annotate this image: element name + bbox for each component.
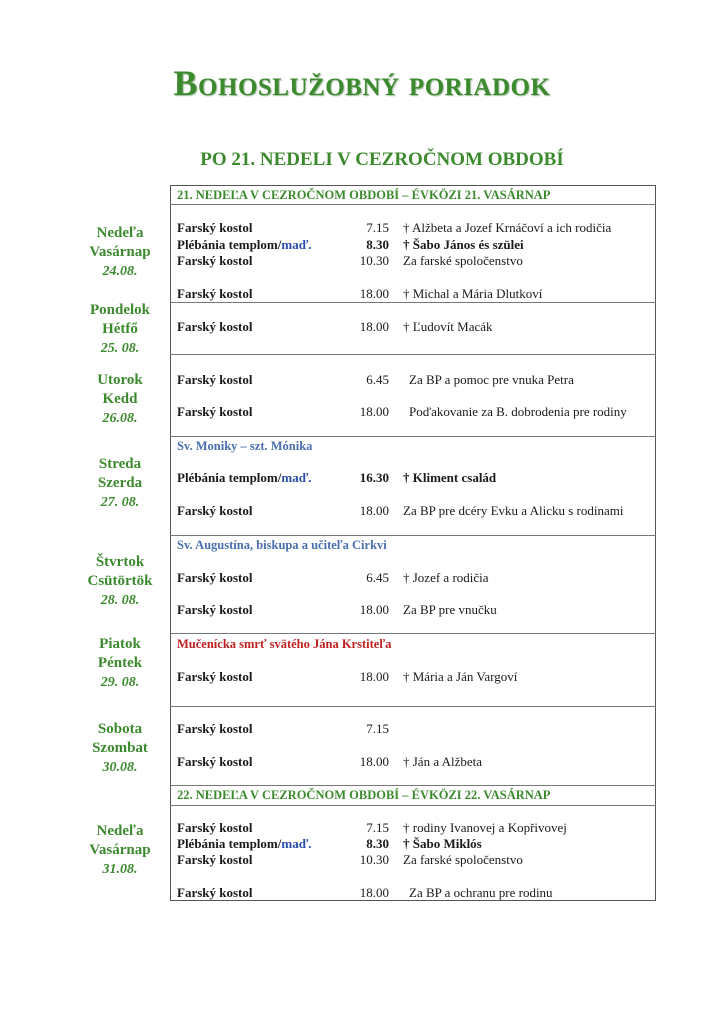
day-name-hu: Péntek [97,655,143,671]
divider [170,354,656,355]
mass-row [177,852,653,870]
time: 7.15 [366,220,389,235]
mass-row [177,885,653,903]
mass-row [177,602,653,620]
time: 8.30 [366,836,389,851]
intention: Za farské spoločenstvo [403,253,523,268]
mass-row [177,470,653,488]
time: 16.30 [359,470,389,485]
intention: † Šabo Miklós [403,836,482,851]
day-label [70,822,170,879]
time: 18.00 [359,602,389,617]
day-name: Nedeľa [96,823,144,839]
day-name: Streda [98,456,142,472]
day-name: Nedeľa [96,225,144,241]
day-date: 25. 08. [100,341,140,356]
place: Farský kostol [177,319,253,334]
place: Farský kostol [177,820,253,835]
section-header: Mučenícka smrť svätého Jána Krstiteľa [177,637,392,651]
intention: Za BP pre vnučku [403,602,497,617]
day-date: 27. 08. [100,495,140,510]
place-name: Plébánia templom/ [177,470,282,485]
intention: Za BP a ochranu pre rodinu [409,885,553,900]
day-label [70,720,170,777]
section-header: 22. NEDEĽA V CEZROČNOM OBDOBÍ – ÉVKÖZI 22. VASÁRNAP [177,788,551,802]
time: 18.00 [359,885,389,900]
day-label [70,224,170,281]
place: Farský kostol [177,885,253,900]
mass-row [177,721,653,739]
day-name-hu: Szerda [97,475,143,491]
place-name: Plébánia templom/ [177,836,282,851]
day-name-hu: Csütörtök [87,573,153,589]
mass-row [177,372,653,390]
place: Farský kostol [177,570,253,585]
mass-row [177,253,653,271]
day-name: Piatok [99,636,141,652]
day-label [70,553,170,610]
time: 18.00 [359,669,389,684]
divider [170,204,656,205]
day-label [70,301,170,358]
divider [170,706,656,707]
time: 7.15 [366,721,389,736]
place [177,470,311,486]
divider [170,633,656,634]
place: Farský kostol [177,754,253,769]
intention: † Kliment család [403,470,497,485]
day-date: 29. 08. [100,675,140,690]
divider [170,436,656,437]
intention: † Mária a Ján Vargoví [403,669,518,684]
intention: † Jozef a rodičia [403,570,489,585]
day-name-hu: Hétfő [102,321,138,337]
day-date: 24.08. [102,264,138,279]
page-subtitle: PO 21. NEDELI V CEZROČNOM OBDOBÍ [200,149,564,170]
section-header: Sv. Moniky – szt. Mónika [177,439,313,453]
place: Farský kostol [177,669,253,684]
place-lang: maď. [281,237,312,252]
place: Farský kostol [177,602,253,617]
divider [170,535,656,536]
time: 6.45 [366,570,389,585]
day-label [70,371,170,428]
day-name: Sobota [97,721,143,737]
divider [170,785,656,786]
mass-row [177,319,653,337]
intention: † Alžbeta a Jozef Krnáčoví a ich rodičia [403,220,612,235]
page-title: Bohoslužobný poriadok [173,63,551,103]
place [177,237,311,253]
time: 10.30 [359,852,389,867]
intention: Za BP pre dcéry Evku a Alicku s rodinami [403,503,624,518]
day-date: 28. 08. [100,593,140,608]
time: 18.00 [359,503,389,518]
intention: † Ján a Alžbeta [403,754,483,769]
day-label [70,635,170,692]
place-name: Plébánia templom/ [177,237,282,252]
intention: † rodiny Ivanovej a Kopřivovej [403,820,567,835]
intention: † Michal a Mária Dlutkoví [403,286,543,301]
day-name: Pondelok [89,302,150,318]
section-header: 21. NEDEĽA V CEZROČNOM OBDOBÍ – ÉVKÖZI 21. VASÁRNAP [177,188,551,202]
intention: Za BP a pomoc pre vnuka Petra [409,372,574,387]
day-date: 30.08. [102,760,138,775]
place: Farský kostol [177,721,253,736]
day-name-hu: Szombat [92,740,148,756]
place: Farský kostol [177,286,253,301]
intention: Poďakovanie za B. dobrodenia pre rodiny [409,404,627,419]
day-name: Utorok [97,372,143,388]
day-name-hu: Vasárnap [89,244,151,260]
time: 18.00 [359,404,389,419]
time: 7.15 [366,820,389,835]
time: 6.45 [366,372,389,387]
mass-row [177,570,653,588]
place [177,836,311,852]
time: 8.30 [366,237,389,252]
day-name: Štvrtok [95,554,145,570]
place-lang: maď. [281,470,312,485]
mass-row [177,286,653,304]
place: Farský kostol [177,503,253,518]
day-name-hu: Kedd [102,391,138,407]
divider [170,805,656,806]
place-lang: maď. [281,836,312,851]
intention: Za farské spoločenstvo [403,852,523,867]
mass-row [177,220,653,238]
day-date: 26.08. [102,411,138,426]
mass-row [177,404,653,422]
day-name-hu: Vasárnap [89,842,151,858]
place: Farský kostol [177,372,253,387]
mass-row [177,669,653,687]
mass-row [177,503,653,521]
place: Farský kostol [177,253,253,268]
place: Farský kostol [177,852,253,867]
time: 18.00 [359,286,389,301]
time: 18.00 [359,754,389,769]
intention: † Ľudovít Macák [403,319,493,334]
day-label [70,455,170,512]
time: 18.00 [359,319,389,334]
place: Farský kostol [177,404,253,419]
section-header: Sv. Augustína, biskupa a učiteľa Cirkvi [177,538,387,552]
day-date: 31.08. [102,862,138,877]
intention: † Šabo János és szülei [403,237,524,252]
time: 10.30 [359,253,389,268]
mass-row [177,754,653,772]
place: Farský kostol [177,220,253,235]
